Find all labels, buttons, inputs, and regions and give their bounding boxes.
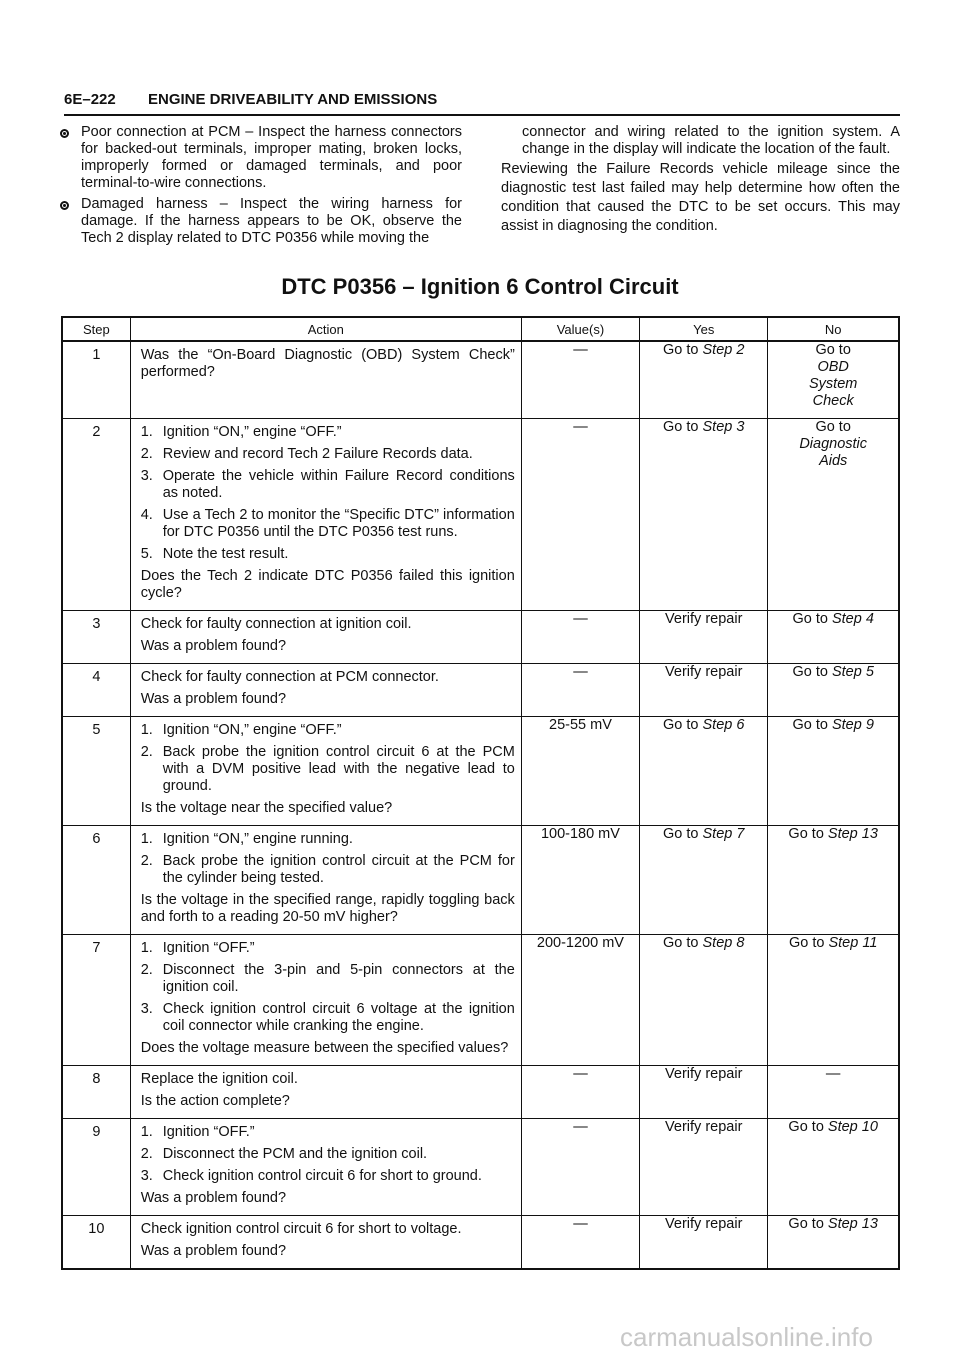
table-body [62,341,899,1269]
step-action [130,1066,521,1119]
header-step: Step [62,317,130,341]
no-result [768,611,899,664]
item-number: 2. [140,962,153,978]
yes-result [640,717,768,826]
step-reference: Step 11 [828,935,878,951]
no-result [768,1216,899,1270]
yes-result: Verify repair [640,664,768,717]
item-number: 2. [140,744,153,760]
step-value: 100-180 mV [521,826,639,935]
go-to-reference: Go to Step 6 [663,717,745,733]
action-item [141,468,515,502]
yes-result: Verify repair [640,1119,768,1216]
intro-left-column [60,124,462,251]
step-number: 7 [62,935,130,1066]
action-question: Does the Tech 2 indicate DTC P0356 failed this ignition cycle? [140,568,515,601]
item-number: 1. [140,424,153,440]
section-title: ENGINE DRIVEABILITY AND EMISSIONS [148,91,438,108]
header-no: No [768,317,899,341]
step-reference: Step 13 [827,1216,878,1232]
item-text: Operate the vehicle within Failure Record conditions as noted. [162,468,515,501]
item-number: 1. [140,722,153,738]
no-result [768,1119,899,1216]
action-line: Check for faulty connection at PCM connector. [140,669,439,685]
yes-result: Verify repair [640,1066,768,1119]
step-number: 10 [62,1216,130,1270]
action-item [141,424,515,441]
item-text: Ignition “ON,” engine running. [162,831,353,847]
go-to-reference: Go to Step 3 [663,419,745,435]
step-action [130,1216,521,1270]
action-item [141,507,515,541]
item-text: Check ignition control circuit 6 voltage at the ignition coil connector while cranking the engine. [162,1001,515,1034]
action-line: Was a problem found? [140,1243,287,1259]
action-question: Was a problem found? [140,1190,287,1206]
go-to-reference: Go to Step 8 [663,935,745,951]
step-reference: Step 6 [702,717,745,733]
yes-result: Verify repair [640,611,768,664]
go-to-reference: Go to Step 5 [792,664,874,680]
step-value: — [521,1216,639,1270]
item-text: Ignition “ON,” engine “OFF.” [162,722,342,738]
step-action [130,826,521,935]
item-number: 1. [140,940,153,956]
step-reference: Check [812,393,854,409]
item-number: 1. [140,1124,153,1140]
action-question: Is the voltage near the specified value? [140,800,393,816]
action-line: Replace the ignition coil. [140,1071,298,1087]
action-line: Was a problem found? [140,691,287,707]
step-number: 9 [62,1119,130,1216]
go-to-reference: Go to Step 13 [788,1216,878,1232]
step-reference: Step 9 [831,717,874,733]
step-reference: Step 7 [702,826,745,842]
action-line: Was a problem found? [140,638,287,654]
yes-result [640,935,768,1066]
bullet-damaged-harness: Damaged harness – Inspect the wiring harness for damage. If the harness appears to be OK, observe the Tech 2 display related to DTC P0356 while moving the [60,196,462,247]
table-header-row [62,317,899,341]
action-item [141,962,515,996]
item-number: 3. [140,468,153,484]
item-text: Ignition “ON,” engine “OFF.” [162,424,342,440]
table-row [62,826,899,935]
item-number: 2. [140,853,153,869]
table-row [62,1066,899,1119]
action-item [141,446,515,463]
action-item [141,1168,515,1185]
step-reference: Step 4 [831,611,874,627]
action-line: Is the action complete? [140,1093,290,1109]
item-number: 3. [140,1001,153,1017]
table-row [62,419,899,611]
item-number: 2. [140,446,153,462]
step-action [130,664,521,717]
no-result [768,717,899,826]
step-reference: Step 5 [831,664,874,680]
yes-result [640,341,768,419]
item-text: Disconnect the 3-pin and 5-pin connectors at the ignition coil. [162,962,515,995]
no-result [768,826,899,935]
action-item [141,744,515,795]
step-number: 2 [62,419,130,611]
intro-right-column [501,124,900,236]
step-reference: System [809,376,858,392]
go-to-label: Go to [815,342,851,358]
step-reference: Step 8 [702,935,745,951]
step-reference: OBD [817,359,849,375]
watermark: carmanualsonline.info [620,1322,873,1352]
step-action [130,1119,521,1216]
step-number: 8 [62,1066,130,1119]
item-text: Review and record Tech 2 Failure Records data. [162,446,473,462]
item-number: 5. [140,546,153,562]
step-reference: Aids [819,453,848,469]
step-value: — [521,419,639,611]
table-row [62,341,899,419]
table-row [62,611,899,664]
item-number: 4. [140,507,153,523]
go-to-reference: Go to Step 10 [788,1119,878,1135]
item-text: Ignition “OFF.” [162,940,255,956]
no-result [768,419,899,611]
dtc-title: DTC P0356 – Ignition 6 Control Circuit [281,274,679,299]
step-value: — [521,341,639,419]
bullet-icon [60,201,69,210]
item-text: Back probe the ignition control circuit 6 at the PCM with a DVM positive lead with the negative lead to ground. [162,744,515,794]
diagnostic-table [61,316,900,1270]
no-result [768,664,899,717]
header-rule [64,114,900,116]
table-row [62,935,899,1066]
action-line: Was the “On-Board Diagnostic (OBD) System Check” performed? [140,347,515,380]
page-header [64,88,900,116]
go-to-reference: Go to Step 9 [792,717,874,733]
step-action [130,611,521,664]
step-action [130,341,521,419]
failure-records-paragraph: Reviewing the Failure Records vehicle mileage since the diagnostic test last failed may help determine how often the condition that caused the DTC to be set occurs. This may assist in diagnosing the condition. [501,161,900,234]
item-text: Check ignition control circuit 6 for short to ground. [162,1168,482,1184]
action-question: Does the voltage measure between the specified values? [140,1040,509,1056]
item-number: 3. [140,1168,153,1184]
header-values: Value(s) [521,317,639,341]
action-item [141,1146,515,1163]
yes-result [640,419,768,611]
item-text: Ignition “OFF.” [162,1124,255,1140]
action-item [141,940,515,957]
table-row [62,664,899,717]
step-number: 4 [62,664,130,717]
bullet-poor-connection: Poor connection at PCM – Inspect the harness connectors for backed-out terminals, improper mating, broken locks, improperly formed or damaged terminals, and poor terminal-to-wire connections. [60,124,462,192]
action-item [141,546,515,563]
yes-result [640,826,768,935]
item-number: 1. [140,831,153,847]
item-number: 2. [140,1146,153,1162]
step-value: — [521,1066,639,1119]
go-to-label: Go to [815,419,851,435]
item-text: Back probe the ignition control circuit at the PCM for the cylinder being tested. [162,853,515,886]
action-line: Check ignition control circuit 6 for short to voltage. [140,1221,462,1237]
item-text: Use a Tech 2 to monitor the “Specific DTC” information for DTC P0356 until the DTC P0356 test runs. [162,507,515,540]
table-row [62,717,899,826]
go-to-reference: Go to Step 11 [788,935,878,951]
step-action [130,419,521,611]
action-item [141,831,515,848]
action-item [141,1001,515,1035]
no-result [768,935,899,1066]
go-to-reference: Go to Step 2 [663,342,745,358]
step-reference: Step 2 [702,342,745,358]
bullet-continuation: connector and wiring related to the ignition system. A change in the display will indicate the location of the fault. [522,124,900,157]
no-result [768,341,899,419]
step-number: 5 [62,717,130,826]
action-question: Is the voltage in the specified range, rapidly toggling back and forth to a reading 20-50 mV higher? [140,892,515,925]
header-action: Action [130,317,521,341]
step-value: — [521,611,639,664]
table-row [62,1216,899,1270]
step-action [130,717,521,826]
step-reference: Step 10 [827,1119,878,1135]
step-number: 3 [62,611,130,664]
go-to-reference: Go to Step 7 [663,826,745,842]
step-action [130,935,521,1066]
step-reference: Step 13 [827,826,878,842]
action-item [141,853,515,887]
step-reference: Step 3 [702,419,745,435]
step-number: 6 [62,826,130,935]
header-yes: Yes [640,317,768,341]
item-text: Disconnect the PCM and the ignition coil. [162,1146,428,1162]
step-value: — [521,1119,639,1216]
no-result: — [768,1066,899,1119]
bullet-icon [60,129,69,138]
action-item [141,722,515,739]
go-to-reference: Go to Step 13 [788,826,878,842]
page-number: 6E–222 [64,91,116,108]
action-item [141,1124,515,1141]
action-line: Check for faulty connection at ignition coil. [140,616,412,632]
go-to-reference: Go to Step 4 [792,611,874,627]
yes-result: Verify repair [640,1216,768,1270]
step-value: 25-55 mV [521,717,639,826]
item-text: Note the test result. [162,546,289,562]
step-value: — [521,664,639,717]
step-value: 200-1200 mV [521,935,639,1066]
step-reference: Diagnostic [799,436,868,452]
table-row [62,1119,899,1216]
step-number: 1 [62,341,130,419]
